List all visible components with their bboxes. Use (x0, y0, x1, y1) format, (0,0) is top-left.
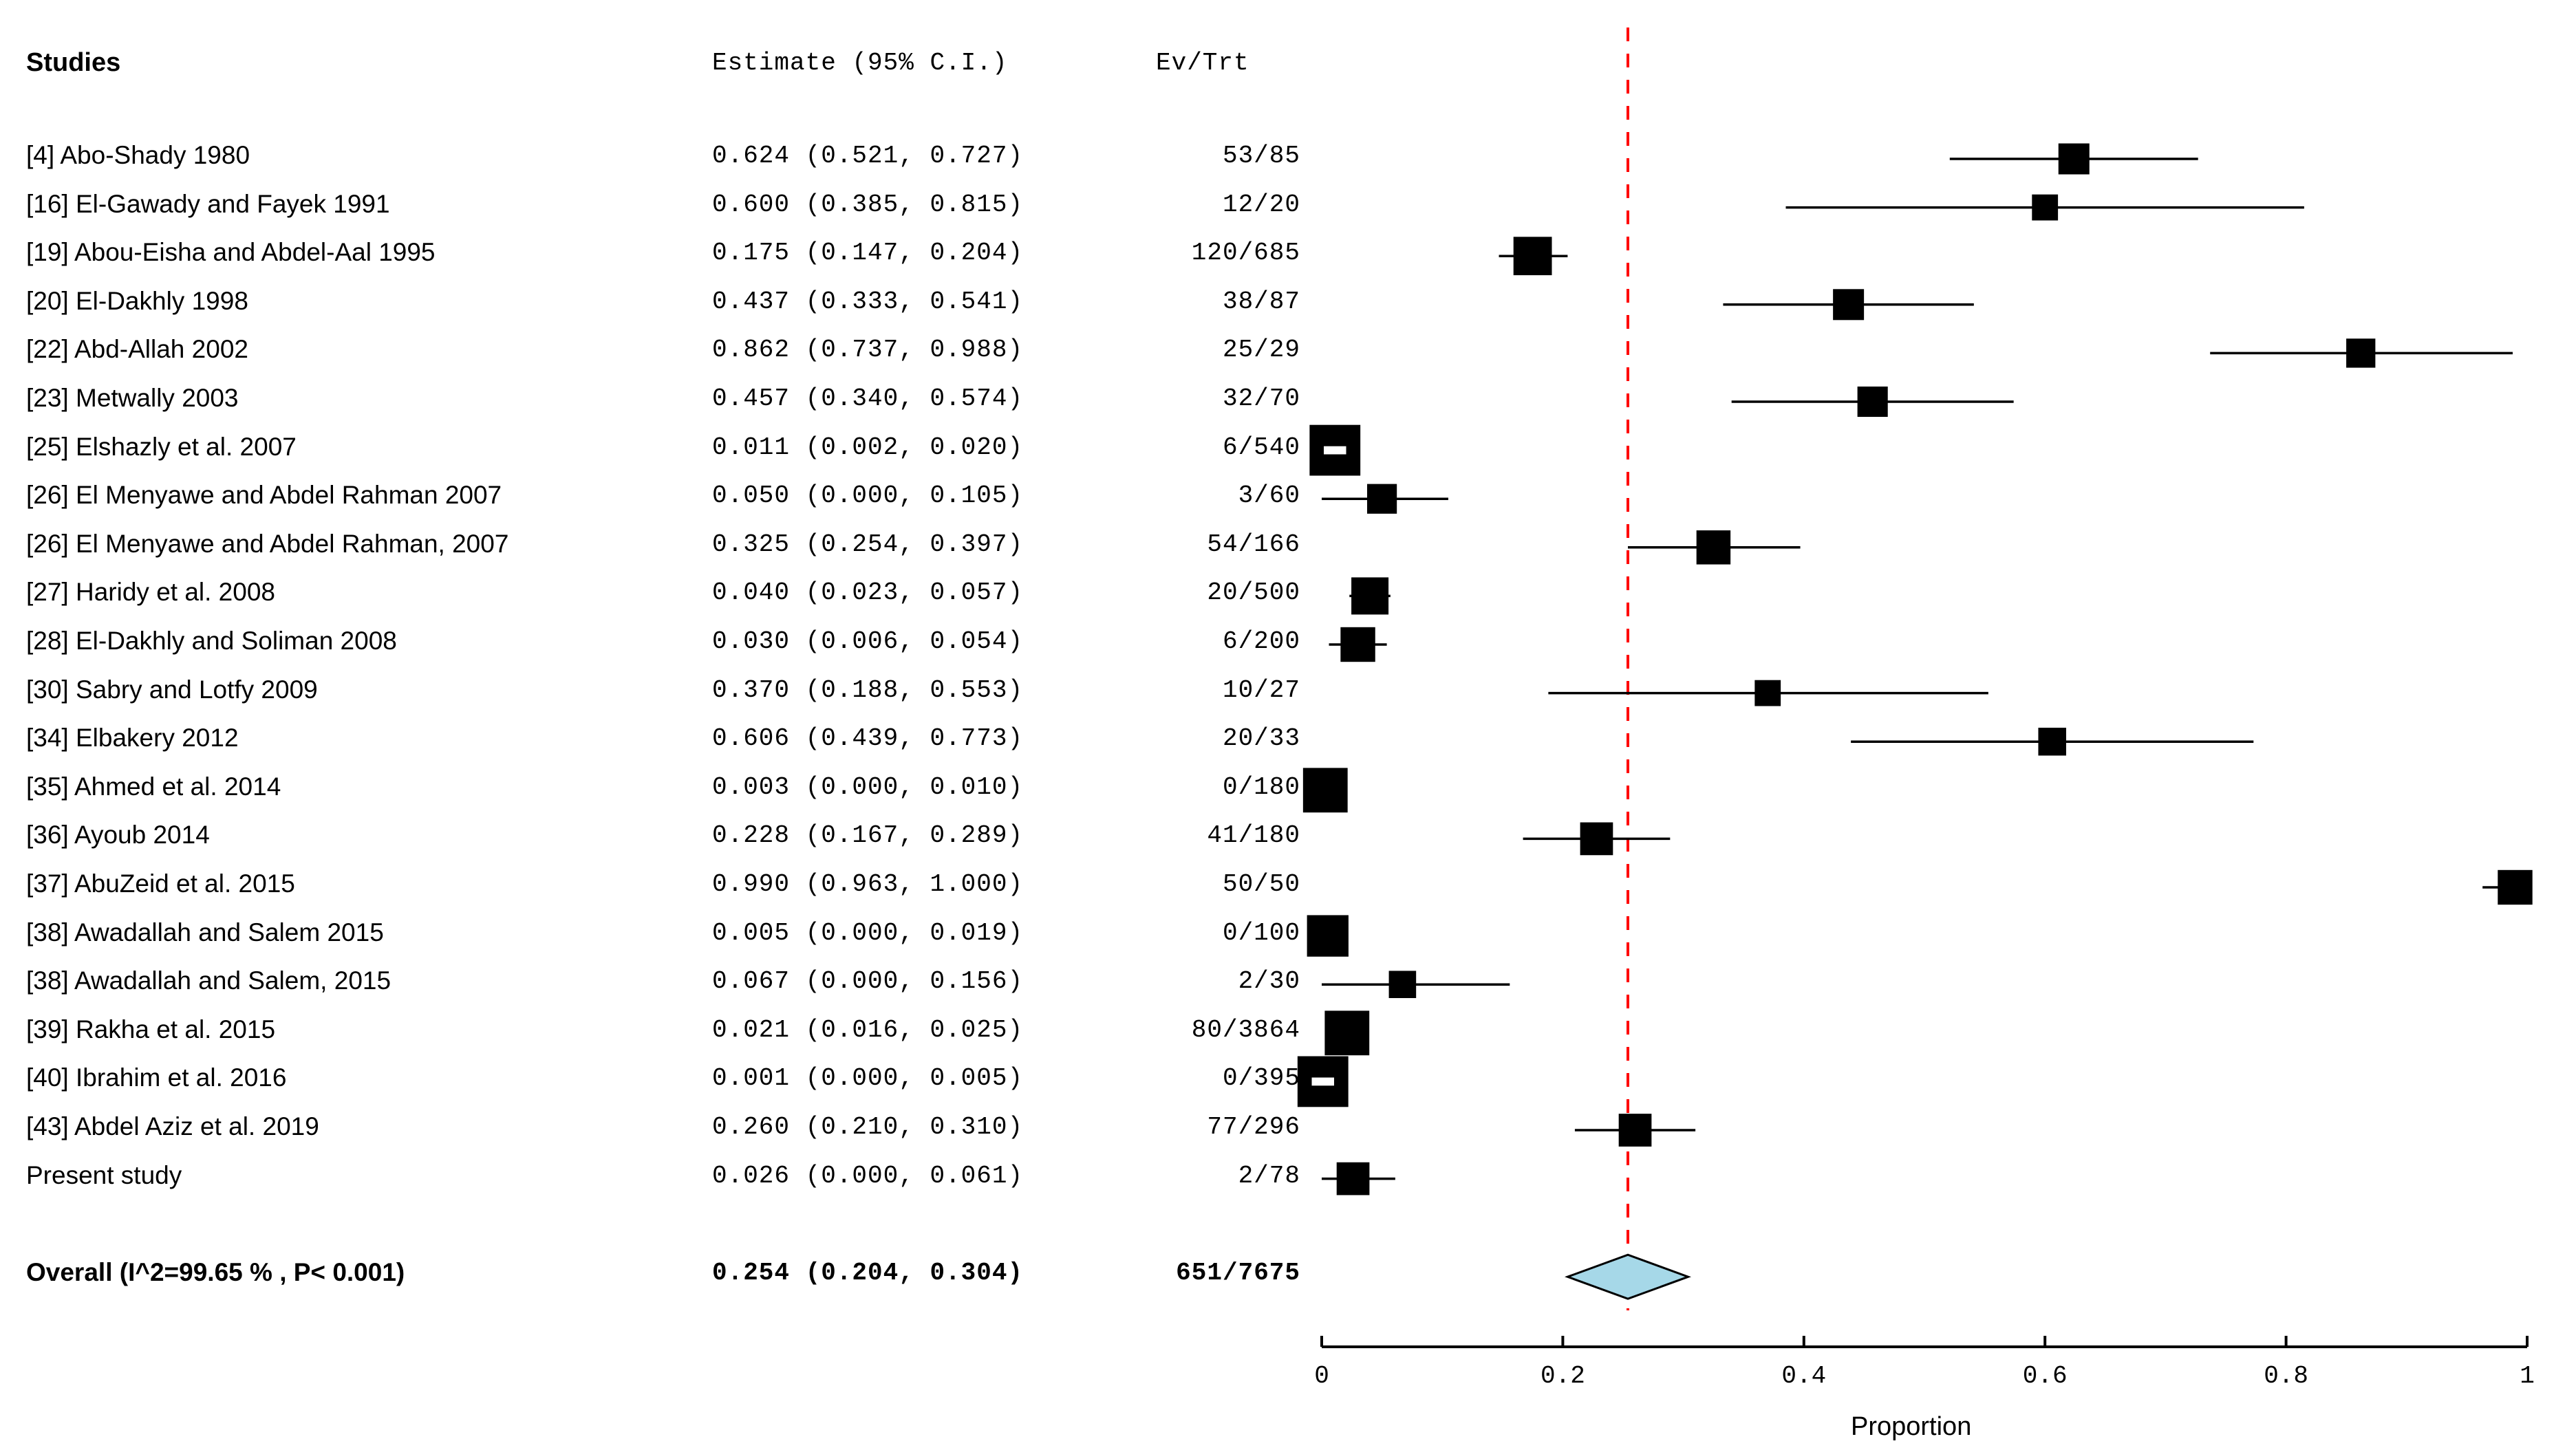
effect-size-square (1619, 1114, 1652, 1147)
forest-row-marker (1329, 627, 1387, 662)
study-label: [37] AbuZeid et al. 2015 (26, 869, 295, 898)
square-inner-mark (1324, 446, 1346, 455)
study-label: [27] Haridy et al. 2008 (26, 578, 275, 607)
effect-size-square (1303, 768, 1348, 812)
column-header-estimate: Estimate (95% C.I.) (712, 49, 1008, 77)
forest-row-marker (1303, 768, 1348, 812)
study-evtrt: 80/3864 (1191, 1015, 1300, 1044)
study-label: [36] Ayoub 2014 (26, 821, 210, 850)
x-axis (1322, 1336, 2527, 1347)
forest-row-marker (1307, 915, 1349, 956)
study-evtrt: 3/60 (1238, 481, 1300, 510)
study-estimate: 0.067 (0.000, 0.156) (712, 967, 1024, 996)
study-label: [22] Abd-Allah 2002 (26, 335, 248, 364)
study-estimate: 0.005 (0.000, 0.019) (712, 918, 1024, 947)
overall-evtrt: 651/7675 (1176, 1259, 1300, 1288)
effect-size-square (1833, 289, 1864, 320)
study-evtrt: 6/200 (1222, 627, 1300, 656)
study-estimate: 0.026 (0.000, 0.061) (712, 1161, 1024, 1190)
effect-size-square (1580, 823, 1613, 856)
study-label: [4] Abo-Shady 1980 (26, 141, 250, 169)
study-evtrt: 12/20 (1222, 190, 1300, 219)
study-estimate: 0.030 (0.006, 0.054) (712, 627, 1024, 656)
study-estimate: 0.040 (0.023, 0.057) (712, 578, 1024, 607)
study-estimate: 0.437 (0.333, 0.541) (712, 287, 1024, 316)
effect-size-square (1858, 387, 1888, 417)
study-label: [40] Ibrahim et al. 2016 (26, 1063, 287, 1092)
study-evtrt: 0/395 (1222, 1064, 1300, 1093)
study-evtrt: 77/296 (1207, 1113, 1300, 1141)
forest-row-marker (1723, 289, 1973, 320)
study-label: [34] Elbakery 2012 (26, 724, 239, 753)
study-evtrt: 50/50 (1222, 870, 1300, 898)
overall-label: Overall (I^2=99.65 % , P< 0.001) (26, 1258, 405, 1287)
forest-row-marker (1349, 577, 1391, 614)
axis-tick-label: 1 (2520, 1362, 2535, 1390)
study-estimate: 0.370 (0.188, 0.553) (712, 675, 1024, 704)
study-label: [25] Elshazly et al. 2007 (26, 432, 297, 461)
study-estimate: 0.606 (0.439, 0.773) (712, 724, 1024, 753)
column-header-evtrt: Ev/Trt (1156, 49, 1249, 77)
effect-size-square (2032, 195, 2058, 221)
study-estimate: 0.457 (0.340, 0.574) (712, 385, 1024, 413)
study-evtrt: 41/180 (1207, 821, 1300, 850)
forest-row-marker (1298, 1057, 1349, 1107)
study-estimate: 0.021 (0.016, 0.025) (712, 1015, 1024, 1044)
forest-row-marker (2482, 870, 2533, 905)
study-label: [23] Metwally 2003 (26, 384, 239, 412)
study-evtrt: 25/29 (1222, 336, 1300, 365)
study-label: [30] Sabry and Lotfy 2009 (26, 675, 318, 704)
study-label: [16] El-Gawady and Fayek 1991 (26, 189, 390, 218)
study-label: Present study (26, 1160, 182, 1189)
study-evtrt: 2/30 (1238, 967, 1300, 996)
study-estimate: 0.862 (0.737, 0.988) (712, 336, 1024, 365)
study-evtrt: 20/33 (1222, 724, 1300, 753)
effect-size-square (1337, 1162, 1370, 1195)
square-inner-mark (1312, 1077, 1334, 1085)
study-estimate: 0.003 (0.000, 0.010) (712, 772, 1024, 801)
effect-size-square (1389, 971, 1417, 998)
study-estimate: 0.050 (0.000, 0.105) (712, 481, 1024, 510)
forest-row-marker (1324, 1010, 1369, 1055)
study-estimate: 0.624 (0.521, 0.727) (712, 142, 1024, 170)
study-label: [19] Abou-Eisha and Abdel-Aal 1995 (26, 238, 436, 267)
study-evtrt: 38/87 (1222, 287, 1300, 316)
effect-size-square (1340, 627, 1375, 662)
forest-row-marker (1950, 144, 2198, 175)
effect-size-square (1351, 577, 1388, 614)
study-estimate: 0.011 (0.002, 0.020) (712, 433, 1024, 462)
axis-title: Proportion (1851, 1412, 1972, 1441)
forest-row-marker (1575, 1114, 1695, 1147)
study-label: [38] Awadallah and Salem, 2015 (26, 966, 391, 995)
forest-row-marker (1523, 823, 1671, 856)
study-label: [26] El Menyawe and Abdel Rahman, 2007 (26, 529, 509, 558)
study-estimate: 0.001 (0.000, 0.005) (712, 1064, 1024, 1093)
effect-size-square (2059, 144, 2090, 175)
study-estimate: 0.260 (0.210, 0.310) (712, 1113, 1024, 1141)
effect-size-square (1367, 484, 1397, 514)
axis-tick-label: 0.4 (1781, 1362, 1827, 1390)
forest-row-marker (1732, 387, 2014, 417)
forest-row-marker (1851, 728, 2253, 756)
study-evtrt: 54/166 (1207, 530, 1300, 559)
effect-size-square (1754, 680, 1781, 706)
forest-row-marker (1548, 680, 1988, 706)
forest-row-marker (1322, 1162, 1395, 1195)
forest-row-marker (1309, 425, 1360, 476)
forest-row-marker (1499, 237, 1568, 275)
study-label: [38] Awadallah and Salem 2015 (26, 918, 384, 946)
effect-size-square (1697, 530, 1731, 565)
study-label: [43] Abdel Aziz et al. 2019 (26, 1112, 319, 1140)
study-estimate: 0.990 (0.963, 1.000) (712, 870, 1024, 898)
study-label: [28] El-Dakhly and Soliman 2008 (26, 627, 397, 655)
axis-tick-label: 0 (1314, 1362, 1329, 1390)
study-label: [20] El-Dakhly 1998 (26, 286, 248, 315)
forest-row-marker (1322, 971, 1510, 998)
study-evtrt: 0/180 (1222, 772, 1300, 801)
study-evtrt: 10/27 (1222, 675, 1300, 704)
effect-size-square (2038, 728, 2066, 756)
study-evtrt: 120/685 (1191, 239, 1300, 268)
overall-diamond (1567, 1255, 1688, 1299)
effect-size-square (2346, 338, 2375, 367)
study-label: [26] El Menyawe and Abdel Rahman 2007 (26, 481, 502, 510)
column-header-studies: Studies (26, 48, 121, 77)
effect-size-square (1514, 237, 1552, 275)
study-evtrt: 20/500 (1207, 578, 1300, 607)
study-estimate: 0.325 (0.254, 0.397) (712, 530, 1024, 559)
study-estimate: 0.228 (0.167, 0.289) (712, 821, 1024, 850)
study-evtrt: 2/78 (1238, 1161, 1300, 1190)
study-evtrt: 53/85 (1222, 142, 1300, 170)
study-evtrt: 32/70 (1222, 385, 1300, 413)
effect-size-square (2498, 870, 2532, 905)
forest-row-marker (1786, 195, 2304, 221)
axis-tick-label: 0.6 (2022, 1362, 2068, 1390)
axis-tick-label: 0.2 (1540, 1362, 1585, 1390)
study-estimate: 0.175 (0.147, 0.204) (712, 239, 1024, 268)
study-estimate: 0.600 (0.385, 0.815) (712, 190, 1024, 219)
study-evtrt: 6/540 (1222, 433, 1300, 462)
axis-tick-label: 0.8 (2264, 1362, 2308, 1390)
effect-size-square (1324, 1010, 1369, 1055)
study-label: [39] Rakha et al. 2015 (26, 1015, 276, 1043)
overall-estimate: 0.254 (0.204, 0.304) (712, 1259, 1024, 1288)
forest-row-marker (1628, 530, 1801, 565)
study-label: [35] Ahmed et al. 2014 (26, 772, 281, 801)
effect-size-square (1307, 915, 1349, 956)
forest-row-marker (1322, 484, 1448, 514)
forest-row-marker (2210, 338, 2513, 367)
study-evtrt: 0/100 (1222, 918, 1300, 947)
